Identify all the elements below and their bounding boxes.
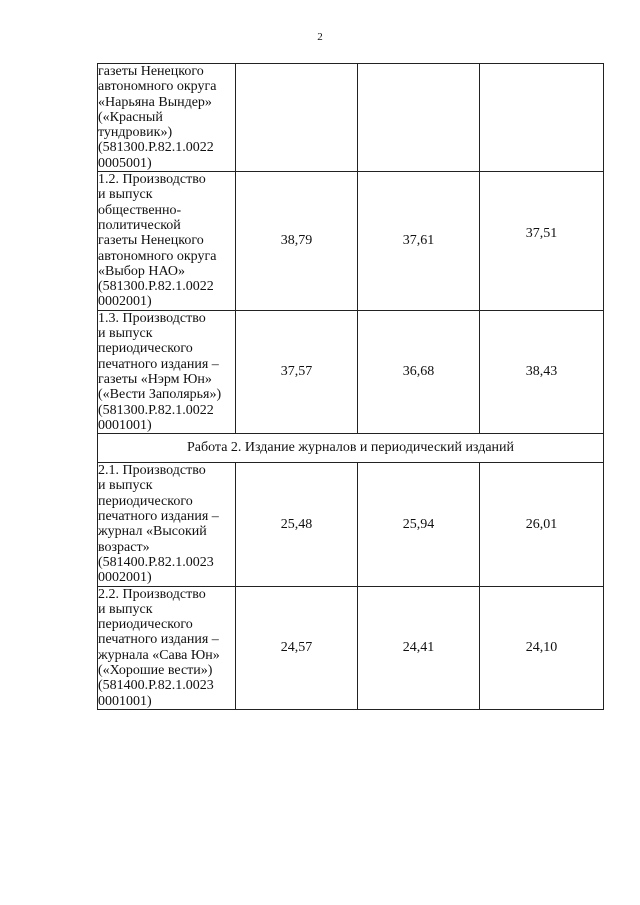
service-description-cell: газеты Ненецкого автономного округа «Нарьяна Вындер» («Красный тундровик») (581300.Р.82.1.0022 0005001)	[98, 64, 236, 172]
section-header: Работа 2. Издание журналов и периодический изданий	[98, 434, 604, 463]
table-row	[98, 586, 604, 709]
service-description-cell: 1.3. Производство и выпуск периодического печатного издания – газеты «Нэрм Юн» («Вести Заполярья») (581300.Р.82.1.0022 0001001)	[98, 310, 236, 433]
section-header-row	[98, 434, 604, 463]
tariff-table	[97, 63, 604, 710]
value-cell	[236, 64, 358, 172]
value-cell: 38,43	[480, 310, 604, 433]
value-cell: 24,10	[480, 586, 604, 709]
value-cell: 37,51	[480, 172, 604, 311]
service-description-cell: 2.2. Производство и выпуск периодического печатного издания – журнала «Сава Юн» («Хорошие вести») (581400.Р.82.1.0023 0001001)	[98, 586, 236, 709]
value-cell: 38,79	[236, 172, 358, 311]
table-row	[98, 64, 604, 172]
page-number: 2	[317, 31, 323, 43]
value-cell	[358, 64, 480, 172]
table-row	[98, 463, 604, 586]
value-cell: 25,48	[236, 463, 358, 586]
value-cell: 24,57	[236, 586, 358, 709]
value-cell: 37,61	[358, 172, 480, 311]
value-cell: 36,68	[358, 310, 480, 433]
value-cell: 25,94	[358, 463, 480, 586]
value-cell: 37,57	[236, 310, 358, 433]
value-cell: 26,01	[480, 463, 604, 586]
service-description-cell: 1.2. Производство и выпуск общественно- политической газеты Ненецкого автономного округа «Выбор НАО» (581300.Р.82.1.0022 0002001)	[98, 172, 236, 311]
value-cell: 24,41	[358, 586, 480, 709]
value-cell	[480, 64, 604, 172]
table-row	[98, 310, 604, 433]
table-row	[98, 172, 604, 311]
service-description-cell: 2.1. Производство и выпуск периодического печатного издания – журнал «Высокий возраст» (581400.Р.82.1.0023 0002001)	[98, 463, 236, 586]
